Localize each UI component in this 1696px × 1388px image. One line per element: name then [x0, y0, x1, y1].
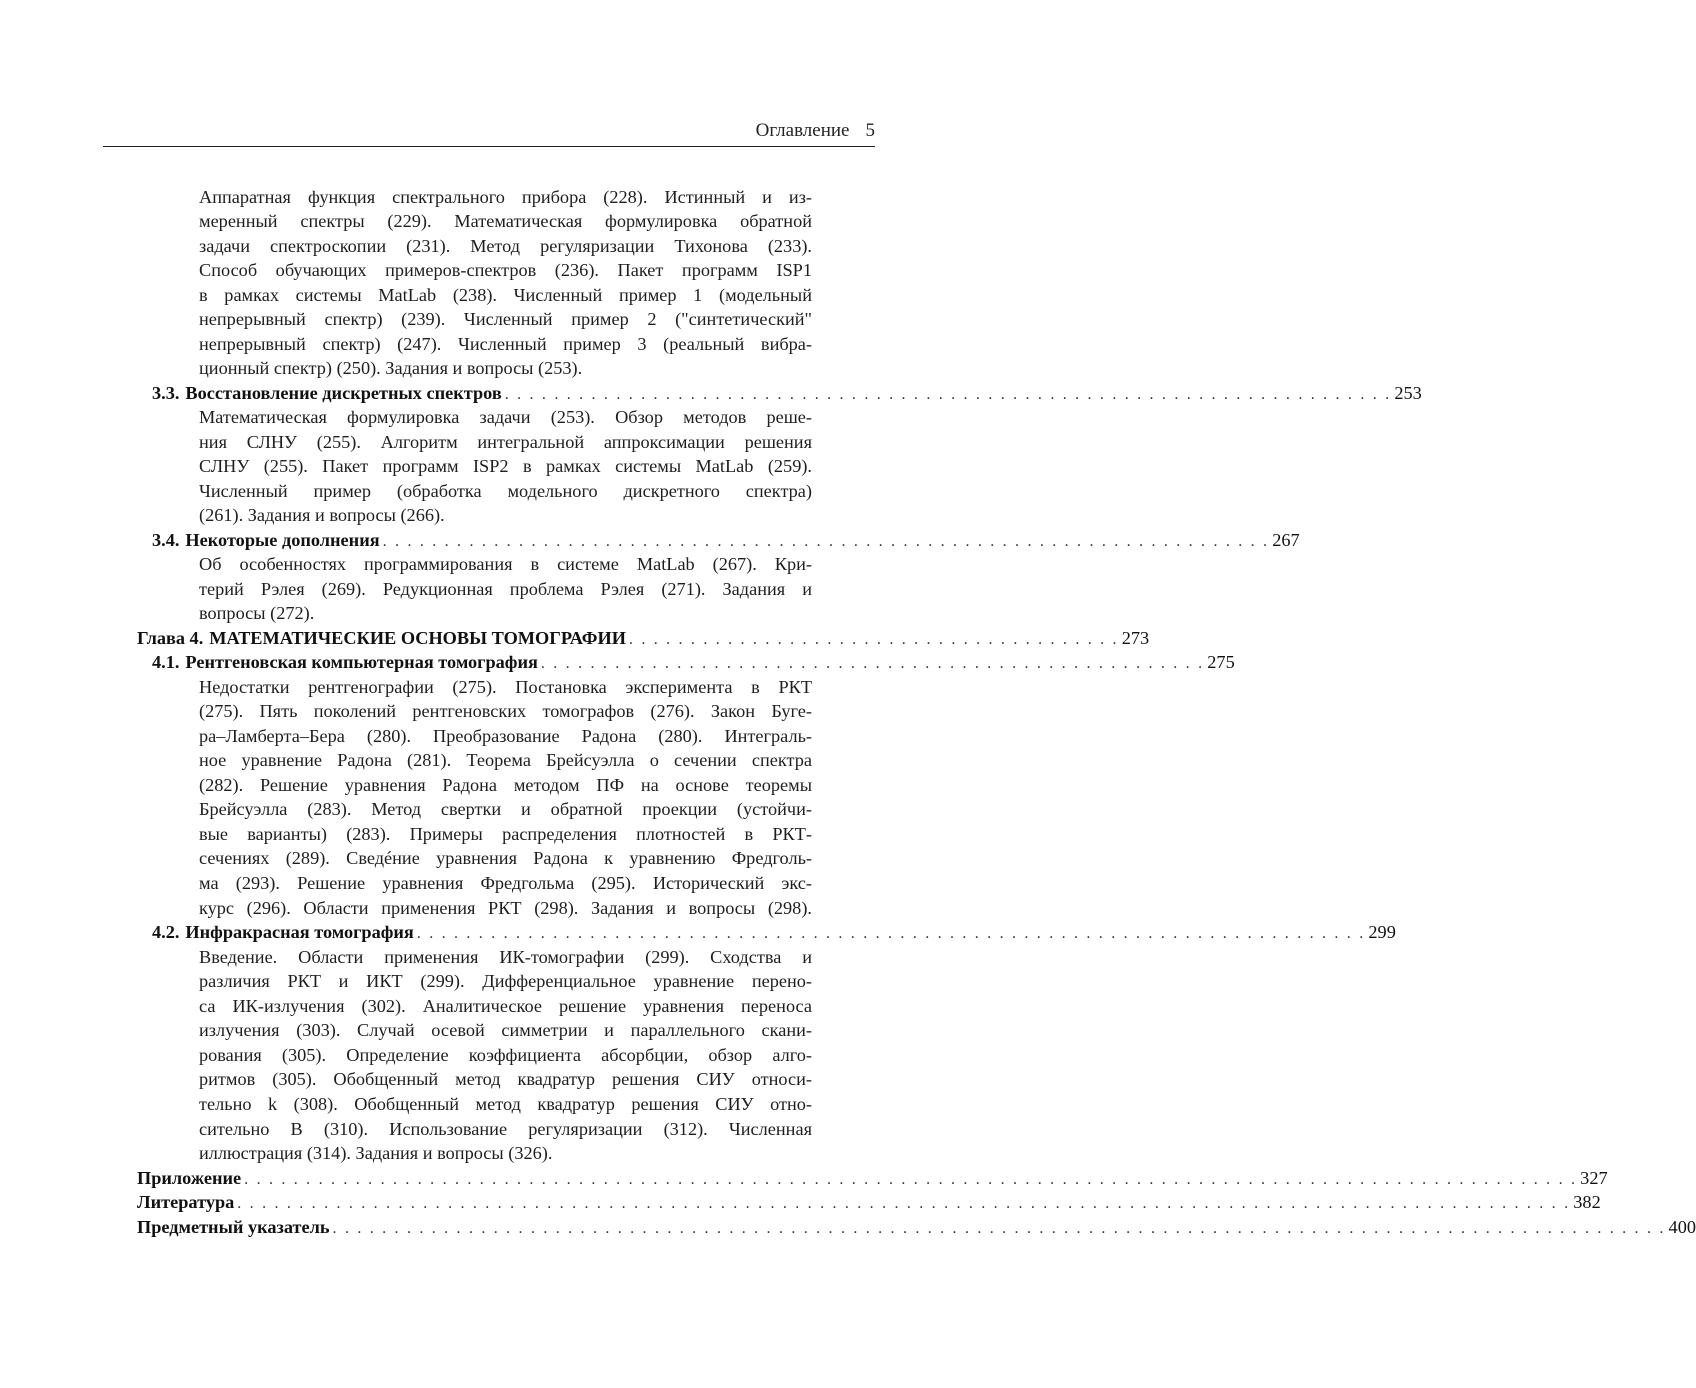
entry-number: Глава 4.	[137, 628, 204, 648]
toc-entry-subject-index[interactable]	[137, 1215, 1696, 1239]
toc-text-line: (261). Задания и вопросы (266).	[199, 505, 445, 525]
toc-text-line: сительно B (310). Использование регуляризации (312). Численная	[199, 1119, 812, 1139]
running-head	[103, 118, 875, 147]
toc-text-line: вопросы (272).	[199, 603, 315, 623]
toc-text-line: задачи спектроскопии (231). Метод регуляризации Тихонова (233).	[199, 236, 812, 256]
entry-title: Литература	[137, 1192, 235, 1212]
toc-text-line: курс (296). Области применения РКТ (298). Задания и вопросы (298).	[199, 898, 812, 918]
toc-text-line: ра–Ламберта–Бера (280). Преобразование Радона (280). Интеграль-	[199, 726, 812, 746]
toc-text-line: Математическая формулировка задачи (253). Обзор методов реше-	[199, 407, 812, 427]
dot-leader: . . . . . . . . . . . . . . . . . . . . . . . . . . . . . . . . . . . . . . . . . . . . . . . . . . . . . .	[540, 655, 1205, 672]
toc-text-line: са ИК-излучения (302). Аналитическое решение уравнения переноса	[199, 996, 812, 1016]
entry-page: 327	[1580, 1168, 1608, 1188]
toc-text-line: в рамках системы MatLab (238). Численный пример 1 (модельный	[199, 285, 812, 305]
toc-text-line: ное уравнение Радона (281). Теорема Брейсуэлла о сечении спектра	[199, 750, 812, 770]
header-title: Оглавление	[755, 120, 850, 141]
toc-text-line: меренный спектры (229). Математическая формулировка обратной	[199, 211, 812, 231]
header-text	[756, 120, 875, 142]
toc-text-line: Способ обучающих примеров-спектров (236). Пакет программ ISP1	[199, 260, 812, 280]
entry-page: 275	[1207, 652, 1235, 672]
toc-text-line: Аппаратная функция спектрального прибора (228). Истинный и из-	[199, 187, 812, 207]
dot-leader: . . . . . . . . . . . . . . . . . . . . . . . . . . . . . . . . . . . . . . . . . . . . . . . . . . . . . . . . . . . . . . . . . . . . . . . . . . . . .	[416, 925, 1366, 942]
toc-text-line: Об особенностях программирования в системе MatLab (267). Кри-	[199, 554, 812, 574]
toc-text-line: ционный спектр) (250). Задания и вопросы (253).	[199, 358, 583, 378]
header-page-number: 5	[865, 120, 875, 141]
entry-title: Восстановление дискретных спектров	[185, 383, 502, 403]
toc-entry-3-3[interactable]	[152, 381, 1422, 405]
dot-leader: . . . . . . . . . . . . . . . . . . . . . . . . . . . . . . . . . . . . . . . . . . . . . . . . . . . . . . . . . . . . . . . . . . . . . . . . . . . . . . . . . . . . . . . . . . . . . . . . . . . . . . . . . . . .	[237, 1195, 1571, 1212]
dot-leader: . . . . . . . . . . . . . . . . . . . . . . . . . . . . . . . . . . . . . . . . . . . . . . . . . . . . . . . . . . . . . . . . . . . . . . . . . . . . . . . . . . . . . . . . . . . . . . . . . . . . . . . . . . . .	[244, 1171, 1578, 1188]
entry-title: Некоторые дополнения	[185, 530, 380, 550]
toc-entry-3-4[interactable]	[152, 528, 1300, 552]
toc-entry-chapter-4[interactable]	[137, 626, 1150, 650]
toc-text-line: СЛНУ (255). Пакет программ ISP2 в рамках системы MatLab (259).	[199, 456, 812, 476]
toc-text-line: Введение. Области применения ИК-томографии (299). Сходства и	[199, 947, 812, 967]
toc-text-line: различия РКТ и ИКТ (299). Дифференциальное уравнение перено-	[199, 971, 812, 991]
dot-leader: . . . . . . . . . . . . . . . . . . . . . . . . . . . . . . . . . . . . . . . .	[628, 631, 1119, 648]
toc-entry-4-2[interactable]	[152, 920, 1396, 944]
dot-leader: . . . . . . . . . . . . . . . . . . . . . . . . . . . . . . . . . . . . . . . . . . . . . . . . . . . . . . . . . . . . . . . . . . . . . . . . . . . . . . . . . . . . . . . . . . . . . . . . . . . . . . . . . . . .	[332, 1220, 1666, 1237]
toc-text-line: ния СЛНУ (255). Алгоритм интегральной аппроксимации решения	[199, 432, 812, 452]
toc-entry-literature[interactable]	[137, 1190, 1601, 1214]
toc-text-line: непрерывный спектр) (247). Численный пример 3 (реальный вибра-	[199, 334, 812, 354]
toc-text-line: терий Рэлея (269). Редукционная проблема Рэлея (271). Задания и	[199, 579, 812, 599]
toc-text-line: Численный пример (обработка модельного дискретного спектра)	[199, 481, 812, 501]
entry-title: Приложение	[137, 1168, 242, 1188]
dot-leader: . . . . . . . . . . . . . . . . . . . . . . . . . . . . . . . . . . . . . . . . . . . . . . . . . . . . . . . . . . . . . . . . . . . . . . . .	[504, 386, 1392, 403]
toc-text-line: излучения (303). Случай осевой симметрии и параллельного скани-	[199, 1020, 812, 1040]
entry-page: 382	[1573, 1192, 1601, 1212]
dot-leader: . . . . . . . . . . . . . . . . . . . . . . . . . . . . . . . . . . . . . . . . . . . . . . . . . . . . . . . . . . . . . . . . . . . . . . . .	[382, 533, 1270, 550]
toc-text-line: (275). Пять поколений рентгеновских томографов (276). Закон Буге-	[199, 701, 812, 721]
toc-text-line: ма (293). Решение уравнения Фредгольма (295). Исторический экс-	[199, 873, 812, 893]
toc-text-line: рования (305). Определение коэффициента абсорбции, обзор алго-	[199, 1045, 812, 1065]
entry-page: 253	[1394, 383, 1422, 403]
toc-text-line: иллюстрация (314). Задания и вопросы (326).	[199, 1143, 553, 1163]
entry-page: 299	[1368, 922, 1396, 942]
entry-title: Предметный указатель	[137, 1217, 330, 1237]
toc-text-line: тельно k (308). Обобщенный метод квадратур решения СИУ отно-	[199, 1094, 812, 1114]
toc-text-line: Недостатки рентгенографии (275). Постановка эксперимента в РКТ	[199, 677, 812, 697]
toc-text-line: непрерывный спектр) (239). Численный пример 2 ("синтетический"	[199, 309, 812, 329]
entry-page: 400	[1668, 1217, 1696, 1237]
entry-title: Рентгеновская компьютерная томография	[185, 652, 538, 672]
toc-text-line: ритмов (305). Обобщенный метод квадратур решения СИУ относи-	[199, 1069, 812, 1089]
toc-text-line: вые варианты) (283). Примеры распределения плотностей в РКТ-	[199, 824, 812, 844]
entry-number: 4.1.	[152, 652, 180, 672]
toc-text-line: (282). Решение уравнения Радона методом ПФ на основе теоремы	[199, 775, 812, 795]
toc-entry-appendix[interactable]	[137, 1166, 1608, 1190]
toc-text-line: сечениях (289). Сведéние уравнения Радона к уравнению Фредголь-	[199, 848, 812, 868]
toc-entry-4-1[interactable]	[152, 650, 1235, 674]
entry-page: 267	[1272, 530, 1300, 550]
toc-text-line: Брейсуэлла (283). Метод свертки и обратной проекции (устойчи-	[199, 799, 812, 819]
entry-page: 273	[1121, 628, 1150, 648]
entry-title: Инфракрасная томография	[185, 922, 414, 942]
entry-number: 3.3.	[152, 383, 180, 403]
entry-number: 4.2.	[152, 922, 180, 942]
entry-title: МАТЕМАТИЧЕСКИЕ ОСНОВЫ ТОМОГРАФИИ	[209, 628, 626, 648]
entry-number: 3.4.	[152, 530, 180, 550]
